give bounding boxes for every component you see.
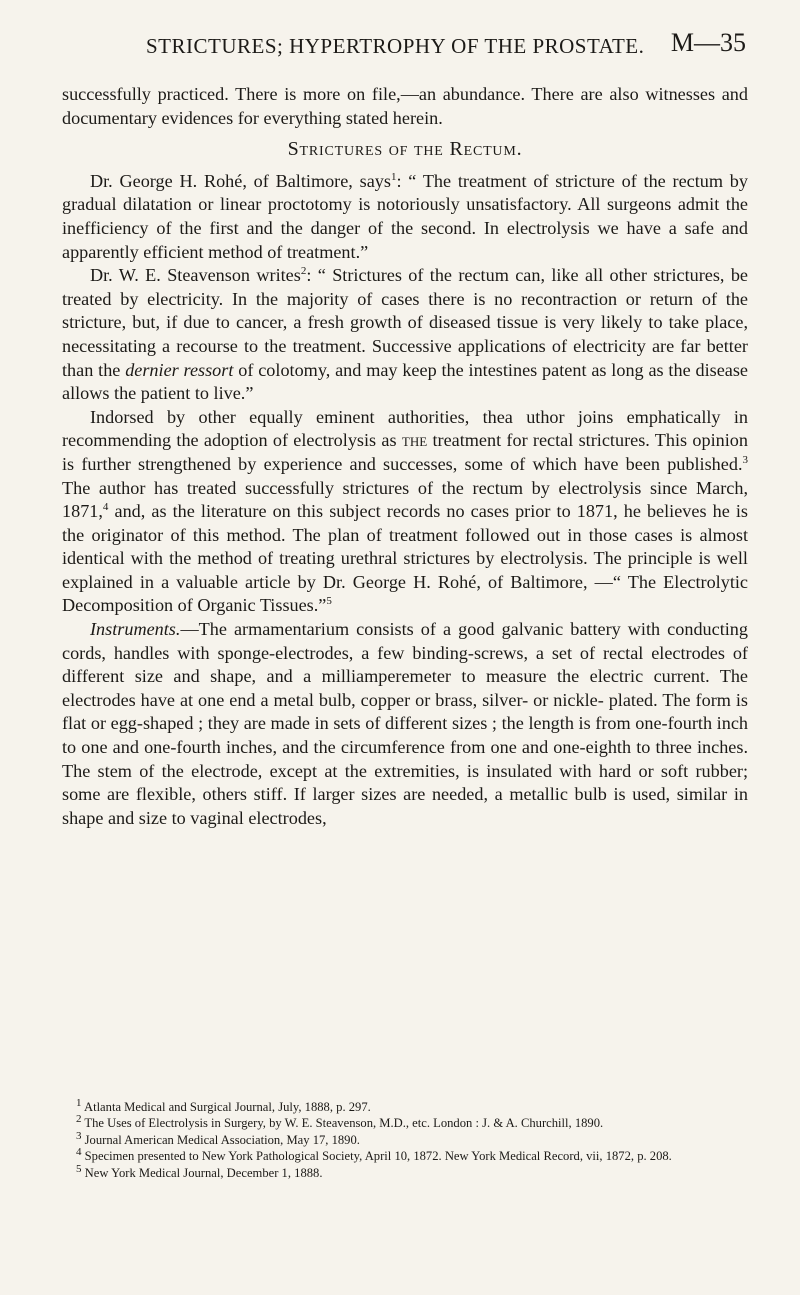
paragraph-instruments <box>62 618 748 830</box>
footnote-ref: 2 <box>300 265 307 278</box>
footnote <box>62 1115 748 1131</box>
footnote-ref: 1 <box>390 170 397 183</box>
text-run: Dr. W. E. Steavenson writes <box>90 265 301 286</box>
text-run: : “ The treatment of stricture of the rectum by gradual dilatation or linear proctotomy is notoriously unsatisfactory. All surgeons admit the inefficiency of the first and the danger of the second. In electrolysis we have a safe and apparently efficient method of treatment.” <box>62 170 748 262</box>
section-heading: Strictures of the Rectum. <box>287 138 523 161</box>
footnote <box>62 1148 748 1164</box>
footnote-ref: 4 <box>102 501 109 514</box>
text-run: —The armamentarium consists of a good galvanic battery with conducting cords, handles with sponge-electrodes, a few binding-screws, a set of rectal electrodes of different size and shape, and a milliamperemeter to measure the electric current. The electrodes have at one end a metal bulb, copper or brass, silver- or nickle- plated. The form is flat or egg-shaped ; they are made in sets of different sizes ; the length is from one-fourth inch to one and one-fourth inches, and the circumference from one and one-eighth to three inches. The stem of the electrode, except at the extremities, is insulated with hard or soft rubber; some are flexible, others stiff. If larger sizes are needed, a metallic bulb is used, similar in shape and size to vaginal electrodes, <box>62 619 748 828</box>
paragraph-steavenson-quote <box>62 264 748 406</box>
italic-phrase: dernier ressort <box>125 359 234 380</box>
text-run: Indorsed by other equally eminent authorities, thea uthor joins emphatically in recommending the adoption of electrolysis as <box>62 406 748 451</box>
footnote-ref: 5 <box>326 595 332 608</box>
paragraph-intro: successfully practiced. There is more on file,—an abundance. There are also witnesses and documentary evidences for everything stated herein. <box>62 84 748 128</box>
footnote-text: The Uses of Electrolysis in Surgery, by W. E. Steavenson, M.D., etc. London : J. & A. Churchill, 1890. <box>84 1116 604 1131</box>
paragraph-author-method <box>62 406 748 618</box>
text-run: The author has treated successfully strictures of the rectum by electrolysis since March, 1871, <box>62 477 748 522</box>
emphasis-the: the <box>401 430 428 451</box>
footnote-mark: 3 <box>76 1129 82 1142</box>
footnote-text: Journal American Medical Association, May 17, 1890. <box>84 1132 360 1147</box>
footnote-mark: 5 <box>76 1162 82 1175</box>
footnote-mark: 1 <box>76 1096 82 1109</box>
text-run: Dr. George H. Rohé, of Baltimore, says <box>90 170 391 191</box>
footnote-mark: 2 <box>76 1113 82 1126</box>
text-run: of colotomy, and may keep the intestines patent as long as the disease allows the patient to live.” <box>62 359 748 404</box>
footnote-ref: 3 <box>742 453 748 466</box>
running-head-title: STRICTURES; HYPERTROPHY OF THE PROSTATE. <box>146 34 645 58</box>
footnote-text: Atlanta Medical and Surgical Journal, July, 1888, p. 297. <box>83 1100 371 1114</box>
text-run: treatment for rectal strictures. This opinion is further strengthened by experience and successes, some of which have been published. <box>62 430 748 474</box>
page-number: M—35 <box>670 28 746 57</box>
footnote-mark: 4 <box>76 1146 82 1159</box>
body-text <box>62 83 748 830</box>
text-run: and, as the literature on this subject records no cases prior to 1871, he believes he is the originator of this method. The plan of treatment followed out in those cases is almost identical with the method of treating urethral strictures by electrolysis. The principle is well explained in a valuable article by Dr. George H. Rohé, of Baltimore, —“ The Electrolytic Decomposition of Organic Tissues.” <box>62 501 748 616</box>
footnote <box>62 1129 748 1148</box>
running-head <box>146 28 746 59</box>
footnote-text: Specimen presented to New York Pathological Society, April 10, 1872. New York Medical Record, vii, 1872, p. 208. <box>84 1149 672 1164</box>
footnote-text: New York Medical Journal, December 1, 1888. <box>84 1165 323 1180</box>
footnote <box>62 1096 748 1115</box>
footnotes <box>62 1096 748 1181</box>
paragraph-rohe-quote <box>62 170 748 264</box>
footnote <box>62 1162 748 1181</box>
subheading-instruments: Instruments. <box>90 619 181 640</box>
text-run: : “ Strictures of the rectum can, like all other strictures, be treated by electricity. In the majority of cases there is no recontraction or return of the stricture, but, if due to cancer, a fresh growth of diseased tissue is very likely to take place, necessitating a recourse to the treatment. Successive applications of electricity are far better than the <box>62 265 749 380</box>
